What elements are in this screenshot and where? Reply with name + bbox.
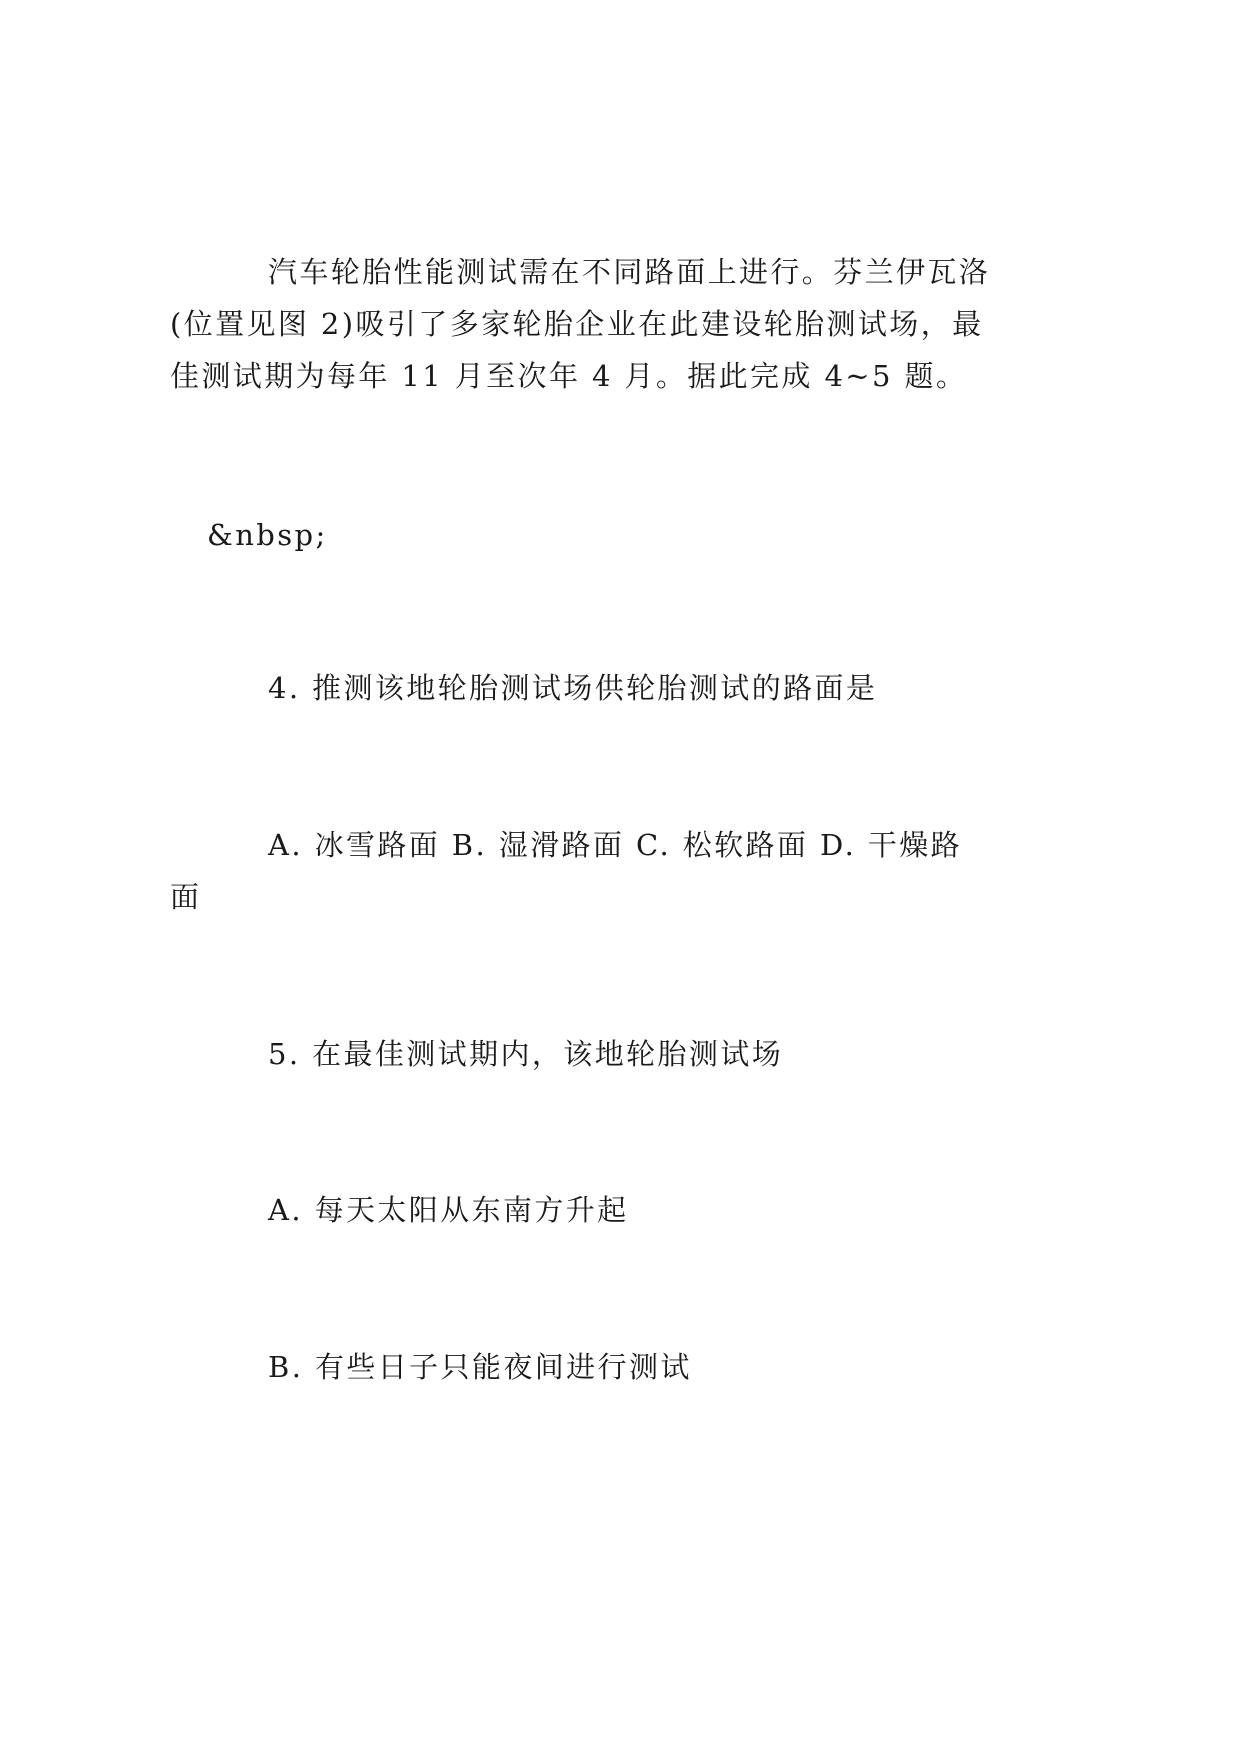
- intro-line-1: 汽车轮胎性能测试需在不同路面上进行。芬兰伊瓦洛: [268, 255, 991, 289]
- nbsp-artifact: &nbsp;: [207, 518, 328, 552]
- question-4-stem: 4. 推测该地轮胎测试场供轮胎测试的路面是: [268, 671, 878, 705]
- question-4-options-line-2: 面: [170, 880, 202, 914]
- question-5-option-a: A. 每天太阳从东南方升起: [268, 1193, 629, 1227]
- question-5-option-b: B. 有些日子只能夜间进行测试: [268, 1350, 692, 1384]
- question-5-stem: 5. 在最佳测试期内，该地轮胎测试场: [268, 1037, 784, 1071]
- intro-line-2: (位置见图 2)吸引了多家轮胎企业在此建设轮胎测试场，最: [170, 307, 984, 341]
- intro-line-3: 佳测试期为每年 11 月至次年 4 月。据此完成 4~5 题。: [170, 359, 968, 393]
- question-4-options-line-1: A. 冰雪路面 B. 湿滑路面 C. 松软路面 D. 干燥路: [268, 828, 963, 862]
